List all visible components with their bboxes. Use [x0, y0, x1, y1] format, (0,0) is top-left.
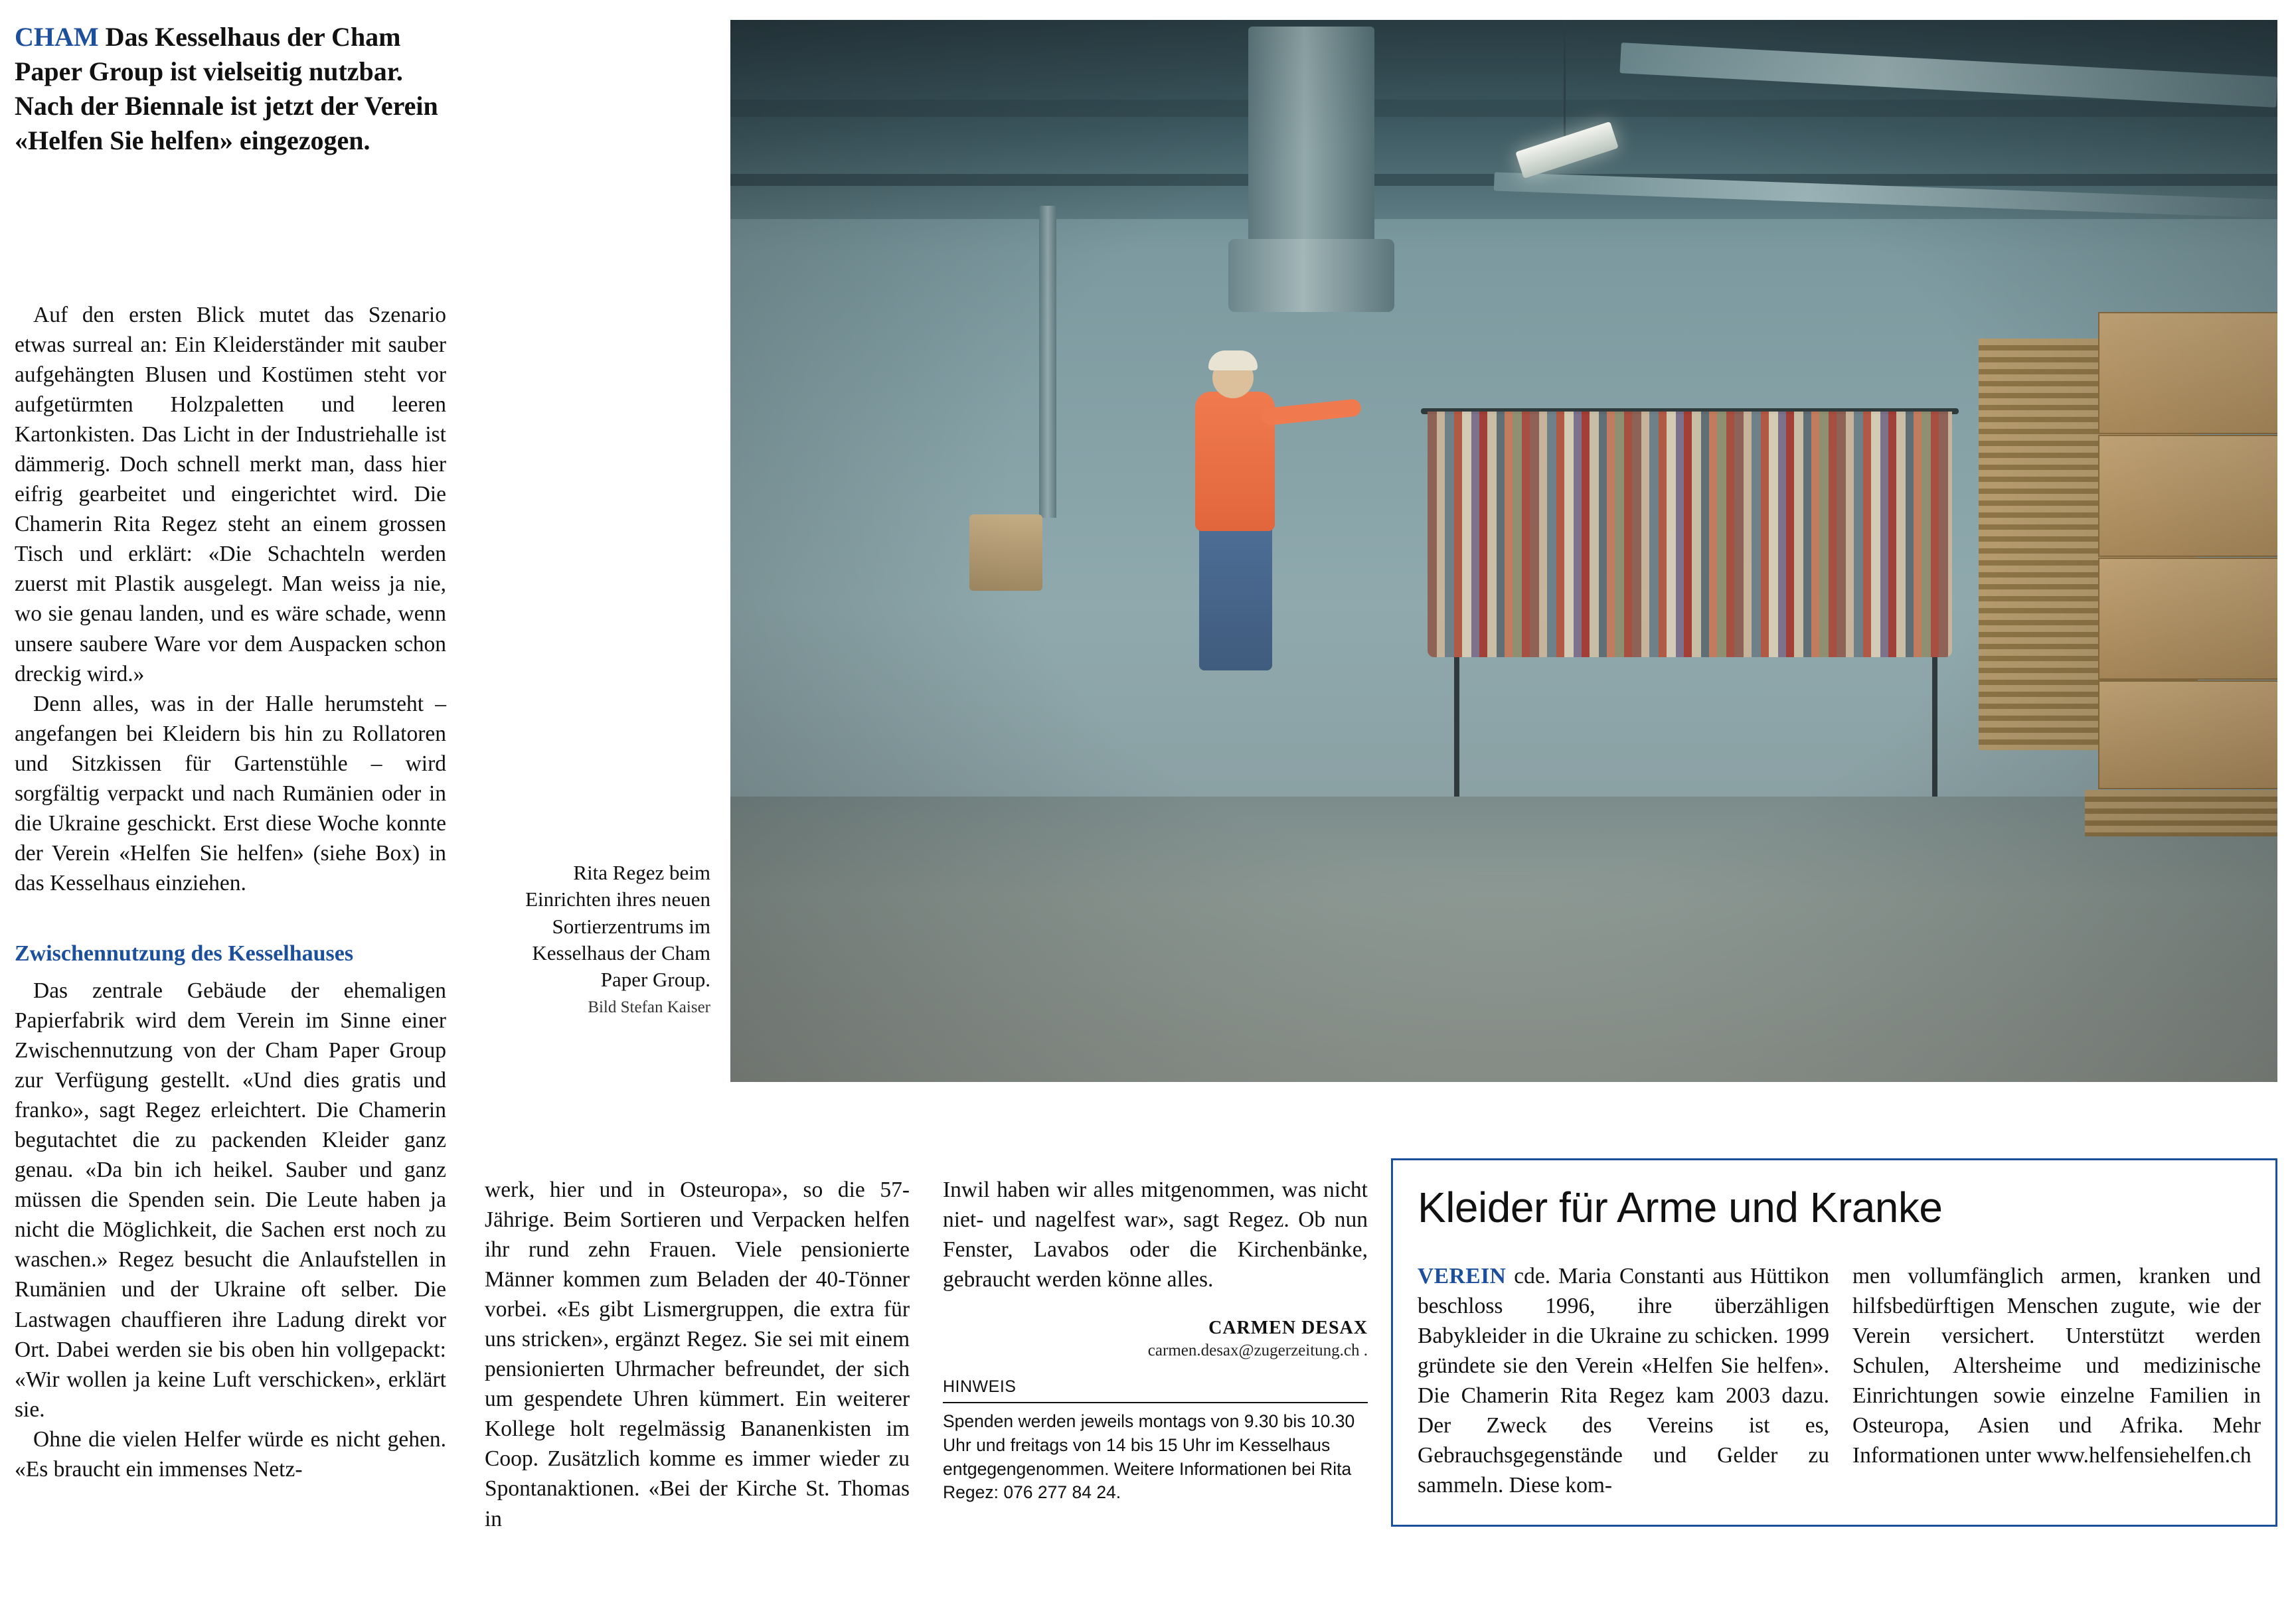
section-subheading: Zwischennutzung des Kesselhauses	[15, 941, 354, 966]
photo-credit: Bild Stefan Kaiser	[588, 998, 710, 1017]
body-column-3	[943, 1175, 1368, 1294]
hinweis-title: HINWEIS	[943, 1377, 1017, 1396]
photo-image	[730, 20, 2277, 1082]
lead-paragraph	[15, 20, 440, 158]
article-photo	[730, 20, 2277, 1082]
body-column-1-continued	[15, 976, 446, 1484]
info-box-column-b	[1852, 1261, 2261, 1470]
paragraph: men vollumfänglich armen, kranken und hilfsbedürftigen Menschen zugute, wie der Verein versichert. Unterstützt werden Schulen, Altersheime und medizinische Einrichtungen sowie einzelne Familien in Osteuropa, Asien und Afrika. Mehr Informationen unter www.helfensiehelfen.ch	[1852, 1264, 2261, 1468]
paragraph: Ohne die vielen Helfer würde es nicht gehen. «Es braucht ein immenses Netz-	[15, 1426, 446, 1482]
byline-author: CARMEN DESAX	[1208, 1318, 1368, 1338]
paragraph: Inwil haben wir alles mitgenommen, was nicht niet- und nagelfest war», sagt Regez. Ob nun Fenster, Lavabos oder die Kirchenbänke, gebraucht werden könne alles.	[943, 1178, 1368, 1292]
divider	[943, 1402, 1368, 1403]
paragraph: Auf den ersten Blick mutet das Szenario etwas surreal an: Ein Kleiderständer mit sauber aufgehängten Blusen und Kostümen steht vor aufgetürmten Holzpaletten und leeren Kartonkisten. Das Licht in der Industriehalle ist dämmerig. Doch schnell merkt man, dass hier eifrig gearbeitet und eingerichtet wird. Die Chamerin Rita Regez steht an einem grossen Tisch und erklärt: «Die Schachteln werden zuerst mit Plastik ausgelegt. Man weiss ja nie, wo sie genau landen, und es wäre schade, wenn unsere saubere Ware vor dem Auspacken schon dreckig wird.»	[15, 303, 446, 686]
caption-text: Rita Regez beim Einrichten ihres neuen Sortierzentrums im Kesselhaus der Cham Paper Group.	[525, 861, 710, 992]
body-column-2	[485, 1175, 910, 1534]
hinweis-box	[943, 1377, 1368, 1505]
info-box-kicker: VEREIN	[1418, 1264, 1507, 1288]
paragraph: werk, hier und in Osteuropa», so die 57-Jährige. Beim Sortieren und Verpacken helfen ihr rund zehn Frauen. Viele pensionierte Männer kommen zum Beladen der 40-Tönner vorbei. «Es gibt Lismergruppen, die extra für uns stricken», ergänzt Regez. Sie sei mit einem pensionierten Uhrmacher befreundet, der sich um gespendete Uhren kümmert. Ein weiterer Kollege holt regelmässig Bananenkisten im Coop. Zusätzlich komme es immer wieder zu Spontanaktionen. «Bei der Kirche St. Thomas in	[485, 1178, 910, 1531]
paragraph: Denn alles, was in der Halle herumsteht – angefangen bei Kleidern bis hin zu Rollatoren und Sitzkissen für Gartenstühle – wird sorgfältig verpackt und nach Rumänien oder in die Ukraine geschickt. Erst diese Woche konnte der Verein «Helfen Sie helfen» (siehe Box) in das Kesselhaus einziehen.	[15, 691, 446, 895]
photo-vignette	[730, 20, 2277, 1082]
photo-caption	[511, 860, 710, 1019]
info-box-column-a	[1418, 1261, 1829, 1500]
lead-kicker: CHAM	[15, 22, 99, 52]
paragraph	[1418, 1261, 1829, 1500]
byline	[943, 1318, 1368, 1360]
byline-email[interactable]: carmen.desax@zugerzeitung.ch .	[1147, 1342, 1368, 1359]
paragraph: Das zentrale Gebäude der ehemaligen Papierfabrik wird dem Verein im Sinne einer Zwischennutzung von der Cham Paper Group zur Verfügung gestellt. «Und dies gratis und franko», sagt Regez erleichtert. Die Chamerin begutachtet die zu packenden Kleider ganz genau. «Da bin ich heikel. Sauber und ganz müssen die Spenden sein. Die Leute haben ja nicht die Möglichkeit, die Sachen erst noch zu waschen.» Regez besucht die Anlaufstellen in Rumänien und der Ukraine oft selber. Die Lastwagen chauffieren ihre Ladung direkt vor Ort. Dabei werden sie bis oben hin vollgepackt: «Wir wollen ja keine Luft verschicken», erklärt sie.	[15, 978, 446, 1422]
hinweis-body: Spenden werden jeweils montags von 9.30 bis 10.30 Uhr und freitags von 14 bis 15 Uhr im Kesselhaus entgegengenommen. Weitere Informationen bei Rita Regez: 076 277 84 24.	[943, 1411, 1355, 1503]
lead-text: Das Kesselhaus der Cham Paper Group ist vielseitig nutzbar. Nach der Biennale ist jetzt der Verein «Helfen Sie helfen» eingezogen.	[15, 22, 438, 155]
body-column-1	[15, 300, 446, 898]
info-box-text-a: cde. Maria Constanti aus Hüttikon beschloss 1996, ihre überzähligen Babykleider in die Ukraine zu schicken. 1999 gründete sie den Verein «Helfen Sie helfen». Die Chamerin Rita Regez kam 2003 dazu. Der Zweck des Vereins ist es, Gebrauchsgegenstände und Gelder zu sammeln. Diese kom-	[1418, 1264, 1829, 1498]
info-box-title: Kleider für Arme und Kranke	[1418, 1184, 1943, 1231]
